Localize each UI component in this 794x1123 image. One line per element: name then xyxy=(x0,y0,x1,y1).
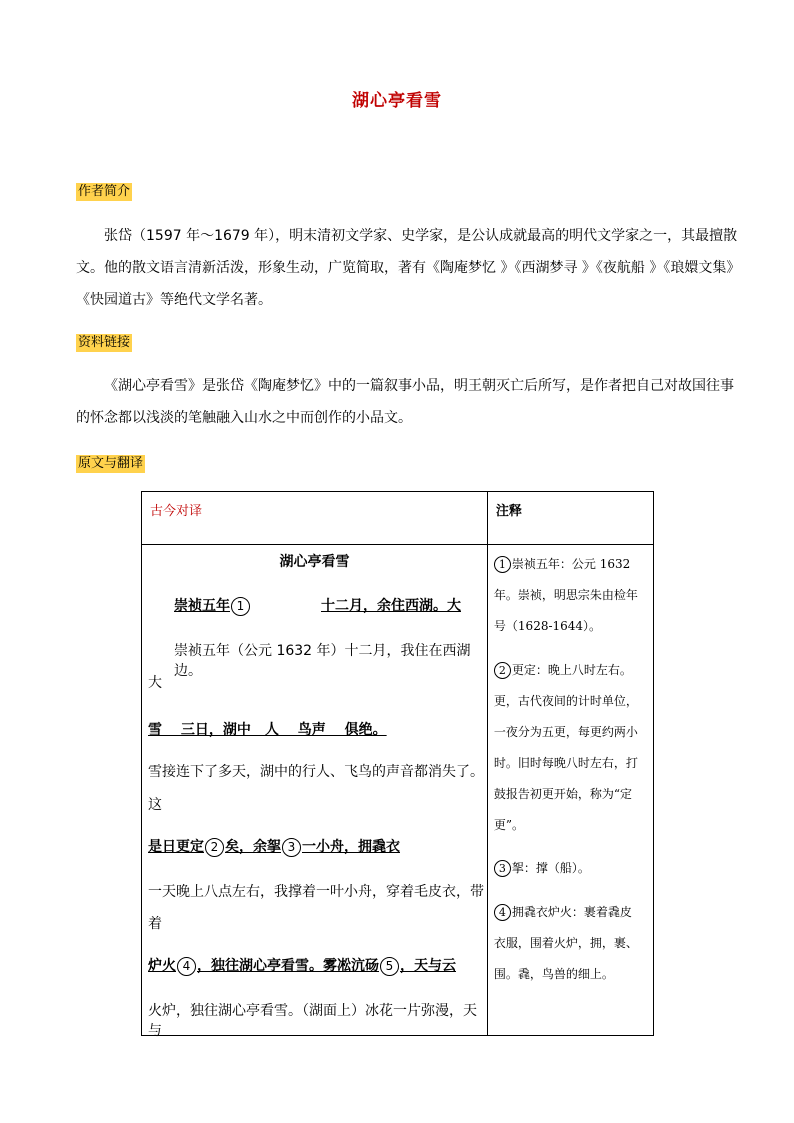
original-text: ，独往湖心亭看雪。雾凇沆砀 xyxy=(197,958,379,974)
note-marker: 2 xyxy=(205,838,224,857)
original-text: 矣，余挐 xyxy=(225,839,281,855)
note-marker: 1 xyxy=(231,597,250,616)
original-text: 炉火 xyxy=(148,958,176,974)
translation-line: 着 xyxy=(148,916,162,932)
original-line xyxy=(148,836,400,857)
note-text: 拥毳衣炉火：裹着毳皮衣服，围着火炉，拥，裹、围。毳，鸟兽的细上。 xyxy=(493,905,638,981)
note-item xyxy=(494,897,642,990)
note-number: 1 xyxy=(494,556,511,573)
note-item xyxy=(494,655,642,841)
page-title: 湖心亭看雪 xyxy=(352,91,442,111)
note-marker: 3 xyxy=(282,838,301,857)
note-text: 崇祯五年：公元 1632 年。崇祯，明思宗朱由检年号（1628-1644）。 xyxy=(493,557,638,633)
material-paragraph: 《湖心亭看雪》是张岱《陶庵梦忆》中的一篇叙事小品，明王朝灭亡后所写，是作者把自己对故国往事的怀念都以浅淡的笔触融入山水之中而创作的小品文。 xyxy=(76,378,734,426)
translation-line: 崇祯五年（公元 1632 年）十二月，我住在西湖边。 xyxy=(174,643,471,679)
section-heading-original: 原文与翻译 xyxy=(78,456,144,471)
original-text: 是日更定 xyxy=(148,839,204,855)
original-translation-cell xyxy=(142,545,488,1039)
note-item xyxy=(494,549,642,642)
table-header-right: 注释 xyxy=(487,492,653,545)
author-paragraph: 张岱（1597 年～1679 年），明末清初文学家、史学家，是公认成就最高的明代文学家之一，其最擅散文。他的散文语言清新活泼，形象生动，广览简取，著有《陶庵梦忆 》《西湖梦寻 》《夜航船 》《琅嬛文集》《快园道古》等绝代文学名著。 xyxy=(76,228,741,308)
original-text: 一小舟，拥毳衣 xyxy=(302,839,400,855)
notes-cell xyxy=(487,545,653,1036)
original-text: 崇祯五年 xyxy=(174,598,230,614)
translation-line: 大 xyxy=(148,675,162,691)
note-marker: 5 xyxy=(380,957,399,976)
translation-line: 这 xyxy=(148,797,162,813)
original-line xyxy=(148,955,456,976)
poem-title: 湖心亭看雪 xyxy=(279,554,350,570)
note-text: 挐：撑（船）。 xyxy=(511,861,590,875)
original-line xyxy=(174,595,461,616)
note-text: 更定：晚上八时左右。更，古代夜间的计时单位，一夜分为五更，每更约两小时。旧时每晚八时左右，打鼓报告初更开始，称为“定更”。 xyxy=(493,663,638,832)
original-text: 十二月，余住西湖。大 xyxy=(321,598,461,614)
translation-line: 雪接连下了多天，湖中的行人、飞鸟的声音都消失了。 xyxy=(148,764,484,780)
section-heading-author: 作者简介 xyxy=(78,184,131,199)
section-heading-material: 资料链接 xyxy=(78,335,131,350)
note-item xyxy=(494,853,642,884)
translation-line: 火炉，独往湖心亭看雪。（湖面上）冰花一片弥漫，天与 xyxy=(148,1003,477,1039)
table-header-left: 古今对译 xyxy=(142,492,488,545)
note-number: 3 xyxy=(494,860,511,877)
original-text: ，天与云 xyxy=(400,958,456,974)
note-number: 4 xyxy=(494,904,511,921)
note-number: 2 xyxy=(494,662,511,679)
note-marker: 4 xyxy=(177,957,196,976)
translation-table xyxy=(141,491,654,1039)
original-line: 雪 三日，湖中 人 鸟声 俱绝。 xyxy=(148,722,387,738)
translation-line: 一天晚上八点左右，我撑着一叶小舟，穿着毛皮衣，带 xyxy=(148,884,484,900)
